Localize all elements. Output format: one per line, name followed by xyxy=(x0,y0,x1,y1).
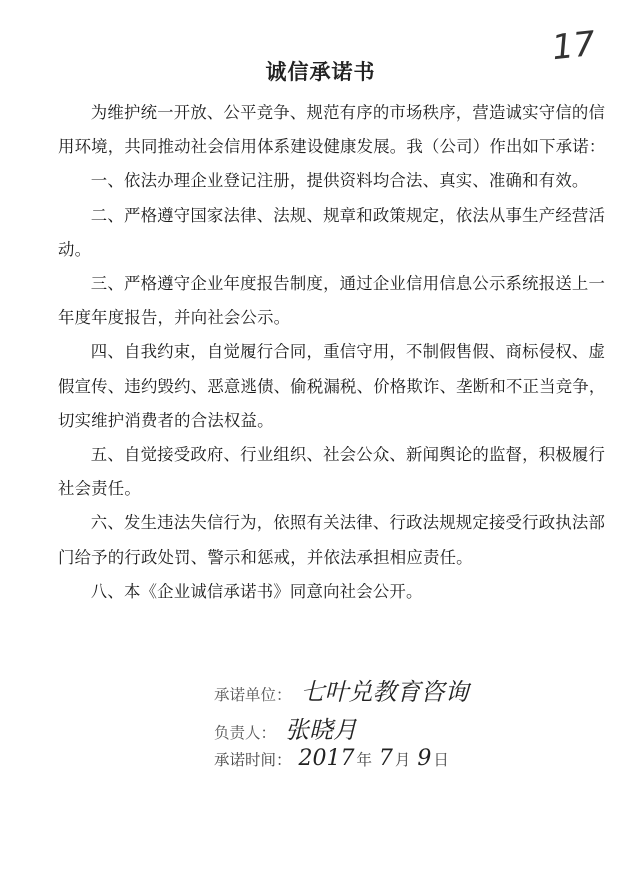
clause-5: 五、自觉接受政府、行业组织、社会公众、新闻舆论的监督，积极履行社会责任。 xyxy=(58,445,606,499)
signature-date-line xyxy=(214,746,449,771)
handwritten-month: 7 xyxy=(378,746,393,771)
person-label: 负责人： xyxy=(214,724,277,742)
handwritten-year: 2017 xyxy=(298,746,355,771)
clause-1: 一、依法办理企业登记注册，提供资料均合法、真实、准确和有效。 xyxy=(90,171,589,191)
clause-8: 八、本《企业诚信承诺书》同意向社会公开。 xyxy=(90,581,423,601)
unit-label: 承诺单位： xyxy=(214,686,292,704)
handwritten-person-name: 张晓月 xyxy=(284,716,357,744)
month-suffix: 月 xyxy=(394,751,411,769)
day-suffix: 日 xyxy=(433,751,449,769)
signature-person-line xyxy=(214,710,357,745)
clause-6: 六、发生违法失信行为，依照有关法律、行政法规规定接受行政执法部门给予的行政处罚、警示和惩戒，并依法承担相应责任。 xyxy=(58,513,606,567)
clause-2: 二、严格遵守国家法律、法规、规章和政策规定，依法从事生产经营活动。 xyxy=(58,205,606,259)
commitment-body xyxy=(58,96,608,609)
signature-unit-line xyxy=(214,672,468,707)
handwritten-day: 9 xyxy=(417,746,432,771)
clause-4: 四、自我约束，自觉履行合同，重信守用，不制假售假、商标侵权、虚假宣传、违约毁约、恶意逃债、偷税漏税、价格欺诈、垄断和不正当竞争，切实维护消费者的合法权益。 xyxy=(58,342,606,430)
document-title: 诚信承诺书 xyxy=(265,60,376,84)
year-suffix: 年 xyxy=(356,751,372,769)
date-label: 承诺时间： xyxy=(214,751,292,769)
handwritten-page-number: 17 xyxy=(550,23,598,69)
clause-3: 三、严格遵守企业年度报告制度，通过企业信用信息公示系统报送上一年度年度报告，并向社会公示。 xyxy=(58,274,606,328)
intro-paragraph: 为维护统一开放、公平竞争、规范有序的市场秩序，营造诚实守信的信用环境，共同推动社会信用体系建设健康发展。我（公司）作出如下承诺： xyxy=(58,103,606,157)
handwritten-unit-name: 七叶兑教育咨询 xyxy=(300,678,469,706)
